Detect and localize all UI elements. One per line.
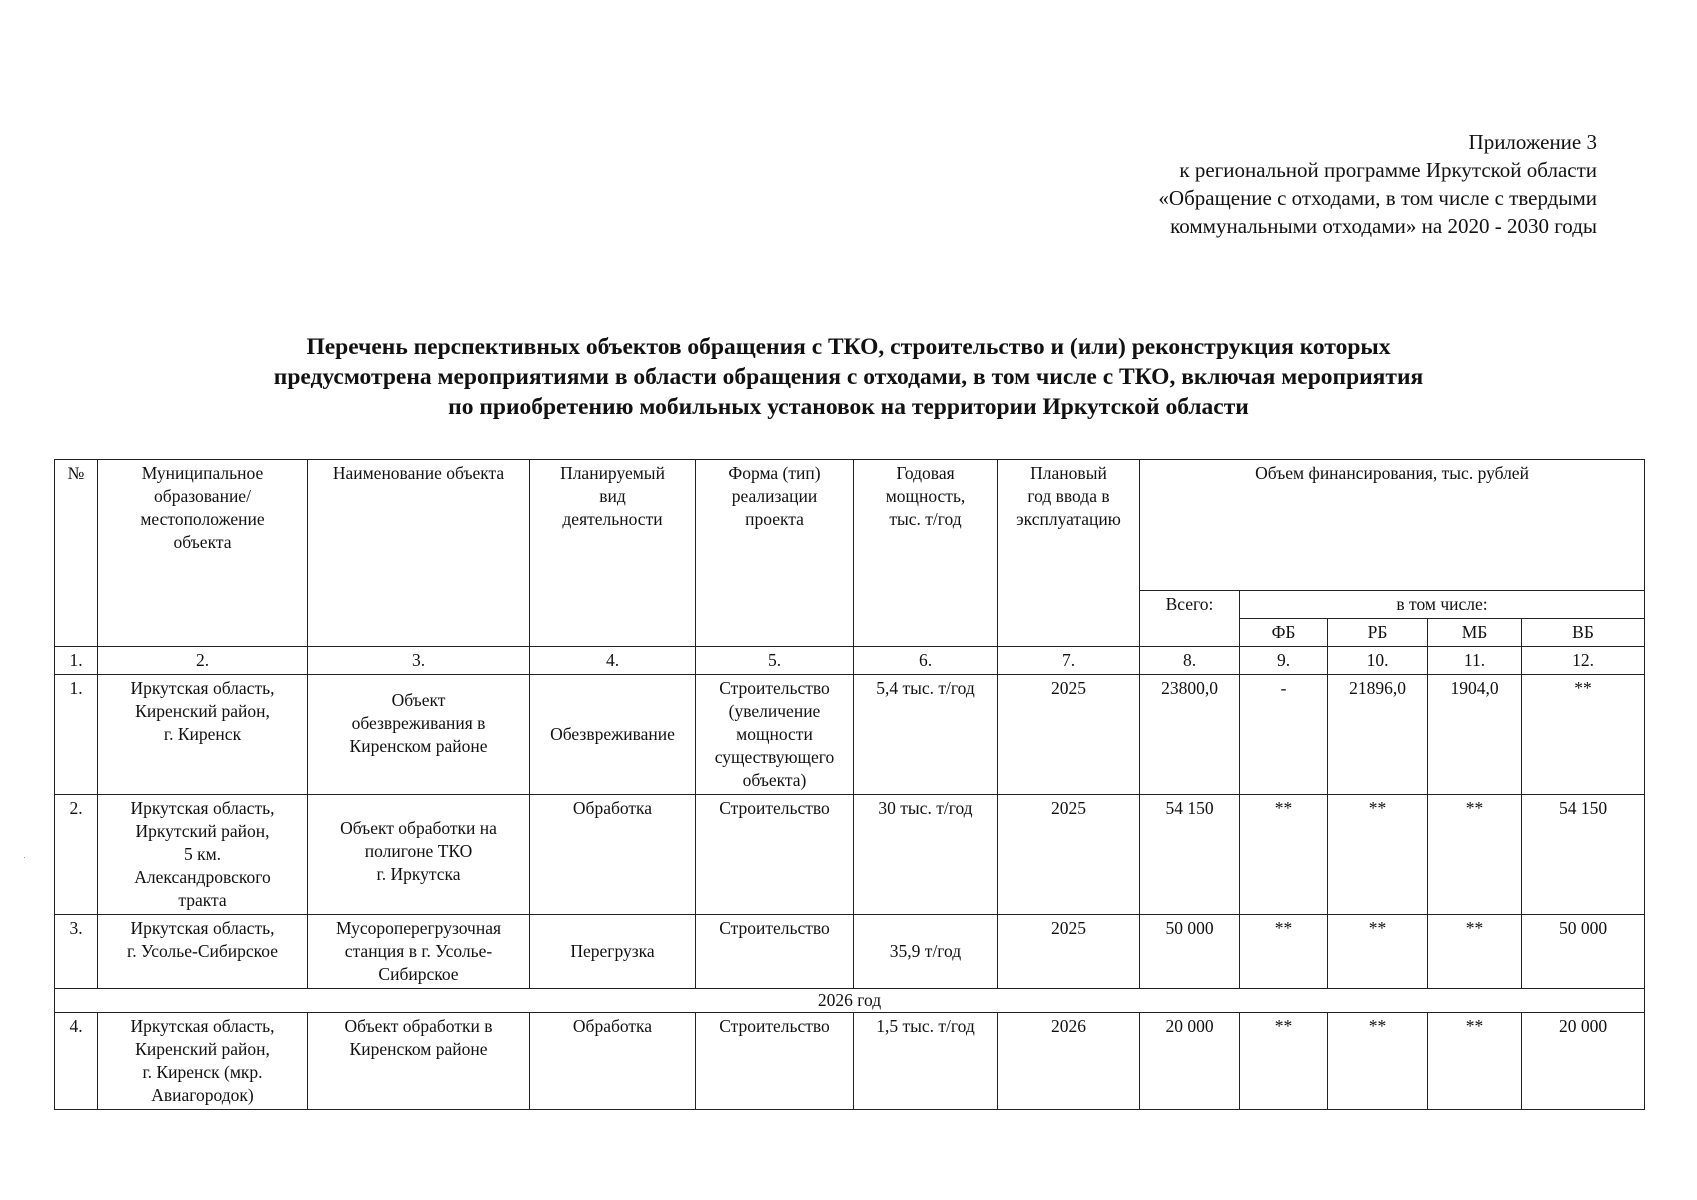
row-num: 2. — [55, 795, 98, 915]
objects-table — [54, 459, 1645, 1110]
col-number: 9. — [1240, 647, 1328, 675]
header-activity: Планируемый вид деятельности — [530, 460, 696, 647]
row-fb: ** — [1240, 1013, 1328, 1110]
row-total: 23800,0 — [1140, 675, 1240, 795]
row-capacity: 30 тыс. т/год — [854, 795, 998, 915]
row-activity: Обработка — [530, 1013, 696, 1110]
header-year: Плановый год ввода в эксплуатацию — [998, 460, 1140, 647]
row-total: 50 000 — [1140, 915, 1240, 989]
table-row — [55, 675, 1645, 795]
row-object-name: Мусороперегрузочная станция в г. Усолье- Сибирское — [308, 915, 530, 989]
row-capacity: 5,4 тыс. т/год — [854, 675, 998, 795]
row-year: 2026 — [998, 1013, 1140, 1110]
row-vb: 50 000 — [1522, 915, 1645, 989]
header-total: Всего: — [1140, 591, 1240, 647]
row-mb: 1904,0 — [1428, 675, 1522, 795]
table-row — [55, 1013, 1645, 1110]
row-activity: Перегрузка — [530, 915, 696, 989]
appendix-line-3: «Обращение с отходами, в том числе с твердыми — [1158, 186, 1597, 210]
header-municipality: Муниципальное образование/ местоположение объекта — [98, 460, 308, 647]
row-form: Строительство — [696, 795, 854, 915]
row-year: 2025 — [998, 675, 1140, 795]
col-number: 6. — [854, 647, 998, 675]
col-number: 10. — [1328, 647, 1428, 675]
appendix-line-2: к региональной программе Иркутской области — [1179, 158, 1597, 182]
row-municipality: Иркутская область, Иркутский район, 5 км. Александровского тракта — [98, 795, 308, 915]
row-municipality: Иркутская область, г. Усолье-Сибирское — [98, 915, 308, 989]
section-year-2026: 2026 год — [55, 989, 1645, 1013]
appendix-line-4: коммунальными отходами» на 2020 - 2030 годы — [1170, 214, 1597, 238]
col-number: 2. — [98, 647, 308, 675]
col-number: 12. — [1522, 647, 1645, 675]
row-form: Строительство (увеличение мощности существующего объекта) — [696, 675, 854, 795]
row-municipality: Иркутская область, Киренский район, г. Киренск — [98, 675, 308, 795]
header-including: в том числе: — [1240, 591, 1645, 619]
row-year: 2025 — [998, 915, 1140, 989]
row-mb: ** — [1428, 795, 1522, 915]
header-num: № — [55, 460, 98, 647]
row-total: 54 150 — [1140, 795, 1240, 915]
row-vb: 54 150 — [1522, 795, 1645, 915]
row-fb: ** — [1240, 795, 1328, 915]
header-object-name: Наименование объекта — [308, 460, 530, 647]
col-number: 11. — [1428, 647, 1522, 675]
row-form: Строительство — [696, 1013, 854, 1110]
row-object-name: Объект обработки в Киренском районе — [308, 1013, 530, 1110]
appendix-line-1: Приложение 3 — [1468, 130, 1597, 154]
row-fb: - — [1240, 675, 1328, 795]
col-number: 3. — [308, 647, 530, 675]
table-row — [55, 915, 1645, 989]
col-number: 5. — [696, 647, 854, 675]
title-line-3: по приобретению мобильных установок на территории Иркутской области — [448, 394, 1249, 420]
row-year: 2025 — [998, 795, 1140, 915]
col-number: 4. — [530, 647, 696, 675]
row-total: 20 000 — [1140, 1013, 1240, 1110]
col-number: 7. — [998, 647, 1140, 675]
row-activity: Обезвреживание — [530, 675, 696, 795]
row-rb: ** — [1328, 1013, 1428, 1110]
appendix-header — [1158, 128, 1597, 240]
row-rb: ** — [1328, 915, 1428, 989]
col-number: 1. — [55, 647, 98, 675]
row-object-name: Объект обезвреживания в Киренском районе — [308, 675, 530, 795]
col-number: 8. — [1140, 647, 1240, 675]
header-funding: Объем финансирования, тыс. рублей — [1140, 460, 1645, 591]
row-vb: ** — [1522, 675, 1645, 795]
row-rb: ** — [1328, 795, 1428, 915]
row-num: 3. — [55, 915, 98, 989]
title-line-2: предусмотрена мероприятиями в области обращения с отходами, в том числе с ТКО, включая мероприятия — [273, 364, 1424, 390]
header-vb: ВБ — [1522, 619, 1645, 647]
row-rb: 21896,0 — [1328, 675, 1428, 795]
row-capacity: 1,5 тыс. т/год — [854, 1013, 998, 1110]
row-mb: ** — [1428, 1013, 1522, 1110]
table-row — [55, 795, 1645, 915]
header-fb: ФБ — [1240, 619, 1328, 647]
header-mb: МБ — [1428, 619, 1522, 647]
row-vb: 20 000 — [1522, 1013, 1645, 1110]
row-form: Строительство — [696, 915, 854, 989]
row-activity: Обработка — [530, 795, 696, 915]
row-capacity: 35,9 т/год — [854, 915, 998, 989]
row-mb: ** — [1428, 915, 1522, 989]
header-form: Форма (тип) реализации проекта — [696, 460, 854, 647]
row-object-name: Объект обработки на полигоне ТКО г. Иркутска — [308, 795, 530, 915]
header-rb: РБ — [1328, 619, 1428, 647]
document-title — [0, 332, 1697, 422]
title-line-1: Перечень перспективных объектов обращения с ТКО, строительство и (или) реконструкция которых — [306, 334, 1391, 360]
row-num: 1. — [55, 675, 98, 795]
row-num: 4. — [55, 1013, 98, 1110]
header-capacity: Годовая мощность, тыс. т/год — [854, 460, 998, 647]
column-numbers-row — [55, 647, 1645, 675]
row-municipality: Иркутская область, Киренский район, г. Киренск (мкр. Авиагородок) — [98, 1013, 308, 1110]
row-fb: ** — [1240, 915, 1328, 989]
